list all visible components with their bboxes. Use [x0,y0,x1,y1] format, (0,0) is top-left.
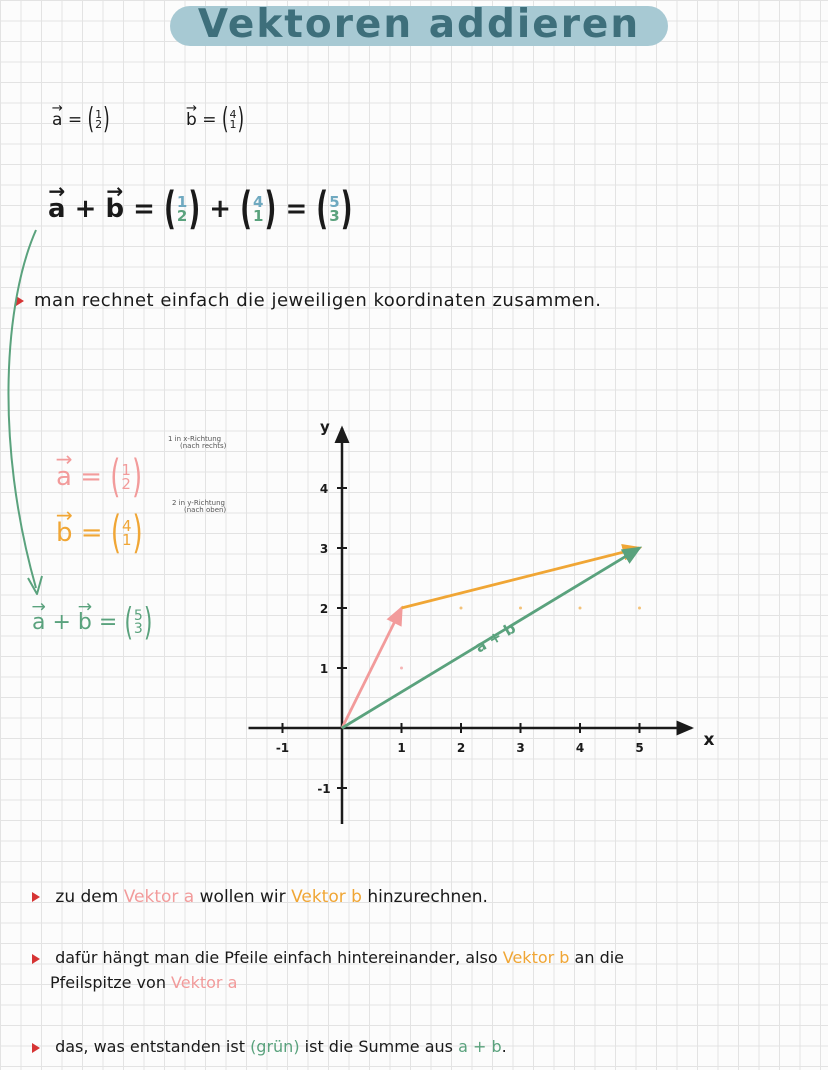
column-vector [229,110,238,130]
bullet-icon [32,954,40,964]
column-vector-b [252,192,264,225]
column-vector [121,516,133,549]
paren-close: ) [264,184,277,235]
plus-sign: + [52,610,71,635]
definition-b [186,103,245,138]
helper-dot [638,607,641,610]
x-tick-label: 2 [456,741,466,755]
vector-x: 1 [95,108,103,121]
vector-a-symbol: → a [32,610,45,635]
bullet-text: zu dem [55,887,119,907]
vector-y: 1 [229,118,237,132]
vector-sum-ref: a + b [458,1037,502,1056]
helper-dots [400,607,641,670]
x-tick-label: 4 [575,741,585,755]
plus-sign: + [74,194,97,224]
bullet-text: dafür hängt man die Pfeile einfach hintereinander, also [55,948,498,967]
paren-open: ( [87,103,95,138]
bullet-text: hinzurechnen. [367,887,488,907]
bullet-text: Pfeilspitze von [50,972,166,992]
helper-dot [579,607,582,610]
vector-x: 1 [176,192,188,211]
curved-arrow-icon [0,220,60,610]
paren-open: ( [221,103,229,138]
paren-close: ) [340,184,353,235]
note-coordinates [16,290,602,311]
ticks [276,482,644,796]
column-vector [133,610,144,636]
paren-open: ( [110,508,121,559]
vector-x: 5 [329,192,340,211]
vector-graph [230,400,730,840]
x-tick-label: -1 [275,741,290,755]
equals-sign: = [80,518,103,548]
y-axis-label: y [320,418,330,436]
annotation-x-direction [168,436,226,451]
y-tick-label: 2 [319,602,329,616]
annotation-line: (nach oben) [184,506,227,515]
vector-b-ref: Vektor b [502,948,570,967]
x-axis-label: x [703,730,715,750]
x-tick-label: 1 [397,741,406,755]
vector-a-symbol: → a [52,110,62,130]
definition-a [52,103,110,138]
column-vector-a [176,192,188,225]
vector-a-symbol: → a [56,462,72,492]
bullet-3 [32,1037,507,1056]
annotation-line: 2 in y-Richtung [172,499,225,507]
vector-x: 1 [121,460,131,479]
bullet-2 [32,946,802,996]
bullet-text: wollen wir [199,887,286,907]
helper-dot [460,607,463,610]
helper-dot [519,607,522,610]
paren-close: ) [103,103,110,138]
sum-equation [48,184,353,235]
vector-x: 5 [133,608,143,625]
vector-b-symbol: → b [78,610,92,635]
equals-sign: = [202,110,217,131]
legend-vector-b [56,508,143,559]
y-tick-label: 3 [319,542,329,556]
note-text: man rechnet einfach die jeweiligen koordinaten zusammen. [34,290,602,311]
vector-y: 1 [253,206,264,225]
vector-x: 4 [253,192,264,211]
equals-sign: = [98,610,118,635]
axis-labels [320,418,715,750]
y-tick-label: -1 [317,782,331,796]
bullet-1 [32,887,488,907]
equals-sign: = [133,194,155,224]
vector-y: 3 [133,621,143,637]
page-title: Vektoren addieren [197,2,641,47]
vector-y: 1 [122,530,132,549]
bullet-text: . [501,1037,507,1056]
paren-open: ( [110,452,121,503]
vector-a-symbol: → a [48,194,66,224]
vector-a-ref: Vektor a [171,972,238,992]
x-tick-label: 5 [635,741,644,755]
annotation-line: (nach rechts) [180,442,227,451]
y-tick-label: 4 [319,482,329,496]
bullet-icon [32,1043,40,1053]
y-tick-label: 1 [319,662,329,676]
vector-y: 2 [176,206,188,225]
column-vector [94,110,103,130]
paren-close: ) [131,452,143,503]
vector-y: 2 [121,474,131,493]
column-vector [120,460,132,493]
vector-y: 2 [95,118,103,132]
equals-sign: = [80,462,111,492]
paren-close: ) [143,601,153,645]
plus-sign: + [209,194,232,224]
bullet-text: das, was entstanden ist [55,1037,245,1056]
vector-x: 4 [229,108,237,121]
vector-a-ref: Vektor a [123,887,195,907]
paren-open: ( [124,601,133,645]
bullet-text: an die [574,948,625,967]
paren-open: ( [316,184,329,235]
vector-b-symbol: → b [56,518,73,548]
legend-vector-sum [32,601,153,645]
vector-x: 4 [122,516,132,535]
green-note: (grün) [250,1037,300,1056]
paren-open: ( [164,184,176,235]
paren-close: ) [132,508,143,559]
paren-close: ) [188,184,201,235]
axes [249,428,692,824]
column-vector-result [328,192,340,225]
paren-open: ( [240,184,253,235]
vector-y: 3 [329,206,340,225]
bullet-icon [32,892,40,902]
legend-vector-a [56,452,143,503]
vector-b-symbol: → b [186,110,197,130]
vector-b-symbol: → b [105,194,124,224]
equals-sign: = [67,110,88,131]
helper-dot [400,667,403,670]
sum-vector-label: a + b [471,618,519,657]
annotation-y-direction [172,500,226,515]
bullet-text: ist die Summe aus [304,1037,454,1056]
annotation-line: 1 in x-Richtung [168,435,222,443]
equals-sign: = [285,194,308,224]
paren-close: ) [237,103,245,138]
vector-b-ref: Vektor b [291,887,362,907]
vector-arrow [402,548,640,608]
x-tick-label: 3 [516,741,525,755]
